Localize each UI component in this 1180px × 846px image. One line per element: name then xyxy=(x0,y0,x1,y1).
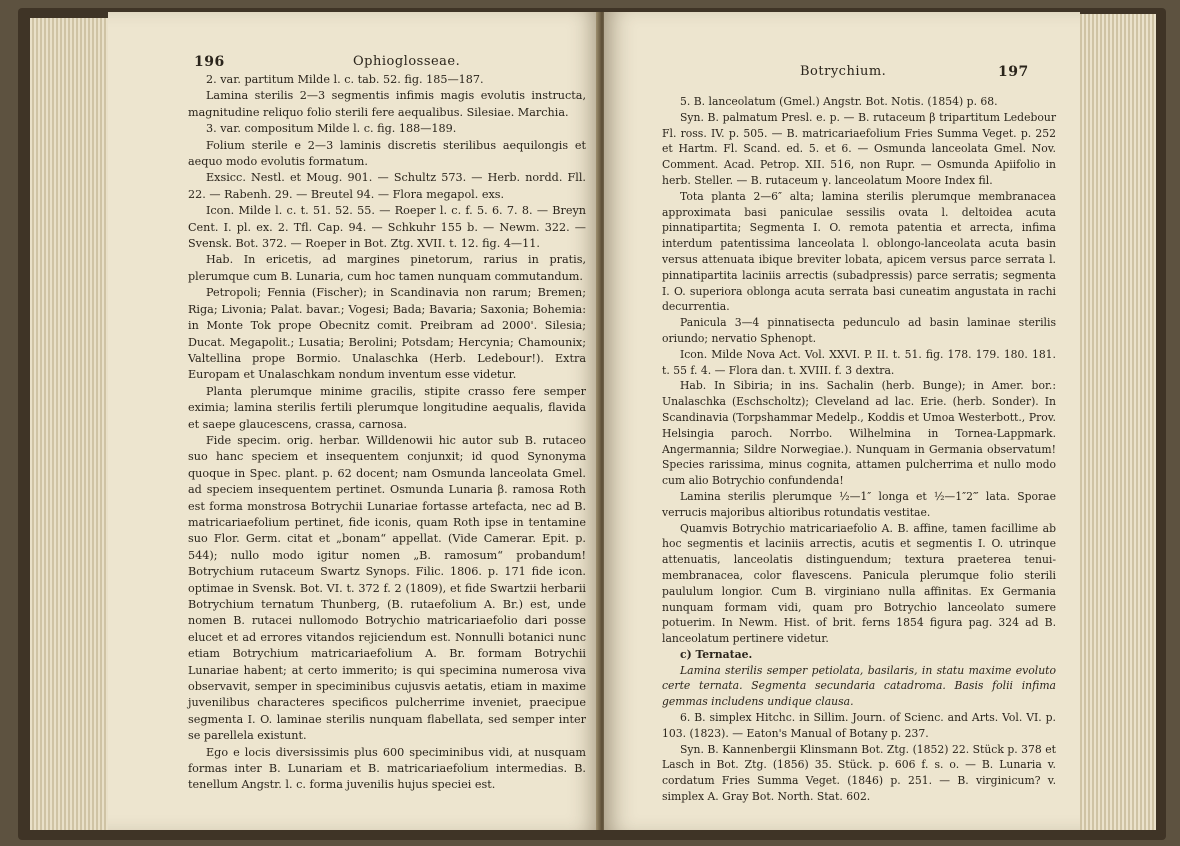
paragraph: Syn. B. palmatum Presl. e. p. — B. rutaceum β tripartitum Ledebour Fl. ross. IV. p. 505. — B. matricariaefolium Fries Summa Veget. p. 252 et Hartm. Fl. Scand. ed. 5. et 6. — Osmunda lanceolata Gmel. Nov. Comment. Acad. Petrop. XII. 516, non Rupr. — Osmunda Apiifolio in herb. Steller. — B. rutaceum γ. lanceolatum Moore Index fil. xyxy=(662,110,1056,187)
paragraph: 5. B. lanceolatum (Gmel.) Angstr. Bot. Notis. (1854) p. 68. xyxy=(680,95,998,108)
paragraph: Icon. Milde l. c. t. 51. 52. 55. — Roeper l. c. f. 5. 6. 7. 8. — Breyn Cent. I. pl. ex. 2. Tfl. Cap. 94. — Schkuhr 155 b. — Newm. 322. — Svensk. Bot. 372. — Roeper in Bot. Ztg. XVII. t. 12. fig. 4—11. xyxy=(188,204,586,251)
right-page-number: 197 xyxy=(998,64,1029,80)
paragraph: 3. var. compositum Milde l. c. fig. 188—189. xyxy=(206,122,457,136)
paragraph: Panicula 3—4 pinnatisecta pedunculo ad basin laminae sterilis oriundo; nervatio Sphenopt. xyxy=(662,316,1056,345)
paragraph: Folium sterile e 2—3 laminis discretis sterilibus aequilongis et aequo modo evolutis formatum. xyxy=(188,138,586,169)
paragraph: Ego e locis diversissimis plus 600 speciminibus vidi, at nusquam formas inter B. Lunariam et B. matricariaefolium intermedias. B. tenellum Angstr. l. c. forma juvenilis hujus speciei est. xyxy=(188,745,586,792)
paragraph: Fide specim. orig. herbar. Willdenowii hic autor sub B. rutaceo suo hanc speciem et insequentem conjunxit; id quod Synonyma quoque in Spec. plant. p. 62 docent; nam Osmunda lanceolata Gmel. ad speciem insequentem pertinet. Osmunda Lunaria β. ramosa Roth est forma monstrosa Botrychii Lunariae fortasse artefacta, nec ad B. matricariaefolium pertinet, fide iconis, quam Roth ipse in tentamine suo Flor. Germ. citat et „bonam“ appellat. (Vide Camerar. Epit. p. 544); nullo modo igitur nomen „B. ramosum“ probandum! Botrychium rutaceum Swartz Synops. Filic. 1806. p. 171 fide icon. optimae in Svensk. Bot. VI. t. 372 f. 2 (1809), et fide Swartzii herbarii Botrychium ternatum Thunberg, (B. rutaefolium A. Br.) est, unde nomen B. rutacei nullomodo Botrychio matricariaefolio dari posse elucet et ad errores vitandos rejiciendum est. Nonnulli botanici nunc etiam Botrychium matricariaefolium A. Br. formam Botrychii Lunariae habent; at certo immerito; is qui specimina numerosa viva observavit, semper in speciminibus cujusvis aetatis, etiam in maxime juvenilibus characteres specificos pulcherrime inveniet, praecipue segmenta I. O. laminae sterilis nunquam flabellata, sed semper inter se parellela existunt. xyxy=(188,433,586,743)
paragraph: Hab. In Sibiria; in ins. Sachalin (herb. Bunge); in Amer. bor.: Unalaschka (Eschscholtz); Cleveland ad lac. Erie. (herb. Sonder). In Scandinavia (Torpshammar Medelp., Koddis et Umoa Westerbott., Prov. Helsingia paroch. Norrbo. Wilhelmina in Tornea-Lappmark. Angermannia; Sildre Norwegiae.). Nunquam in Germania observatum! Species rarissima, minus cognita, attamen pulcherrima et nullo modo cum alio Botrychio confundenda! xyxy=(662,379,1056,488)
paragraph: Icon. Milde Nova Act. Vol. XXVI. P. II. t. 51. fig. 178. 179. 180. 181. t. 55 f. 4. — Flora dan. t. XVIII. f. 3 dextra. xyxy=(662,347,1056,377)
left-page xyxy=(108,12,600,830)
right-running-head: Botrychium. xyxy=(800,64,887,79)
paragraph: Tota planta 2—6″ alta; lamina sterilis plerumque membranacea approximata basi paniculae sessilis ovata l. deltoidea acuta pinnatipartita; Segmenta I. O. remota patentia et arrecta, infima interdum patentissima lanceolata l. oblongo-lanceolata acuta basin versus attenuata ibique breviter lobata, apicem versus parce serrata l. pinnatipartita laciniis arrectis (subadpressis) parce serratis; segmenta I. O. superiora oblonga acuta serrata basi cuneatim angustata in rachi decurrentia. xyxy=(662,189,1056,314)
right-page-edges xyxy=(1080,14,1156,830)
paragraph: Lamina sterilis 2—3 segmentis infimis magis evolutis instructa, magnitudine reliquo folio sterili fere aequalibus. Silesiae. Marchia. xyxy=(188,89,586,119)
left-page-number: 196 xyxy=(194,54,225,70)
right-page-text xyxy=(662,94,1056,805)
right-page xyxy=(604,12,1080,830)
paragraph: Hab. In ericetis, ad margines pinetorum, rarius in pratis, plerumque cum B. Lunaria, cum hoc tamen nunquam commutandum. xyxy=(188,253,586,283)
paragraph: Exsicc. Nestl. et Moug. 901. — Schultz 573. — Herb. nordd. Fll. 22. — Rabenh. 29. — Breutel 94. — Flora megapol. exs. xyxy=(188,171,586,201)
left-page-text xyxy=(188,72,586,794)
section-heading: c) Ternatae. xyxy=(680,647,753,661)
paragraph: Lamina sterilis semper petiolata, basilaris, in statu maxime evoluto certe ternata. Segmenta secundaria catadroma. Basis folii infima gemmas includens undique clausa. xyxy=(662,663,1056,709)
paragraph: Syn. B. Kannenbergii Klinsmann Bot. Ztg. (1852) 22. Stück p. 378 et Lasch in Bot. Ztg. (1856) 35. Stück. p. 606 f. s. o. — B. Lunaria v. cordatum Fries Summa Veget. (1846) p. 251. — B. virginicum? v. simplex A. Gray Bot. North. Stat. 602. xyxy=(662,742,1056,804)
paragraph: 2. var. partitum Milde l. c. tab. 52. fig. 185—187. xyxy=(206,73,484,86)
paragraph: 6. B. simplex Hitchc. in Sillim. Journ. of Scienc. and Arts. Vol. VI. p. 103. (1823). — Eaton's Manual of Botany p. 237. xyxy=(662,711,1056,740)
paragraph: Quamvis Botrychio matricariaefolio A. B. affine, tamen facillime ab hoc segmentis et laciniis arrectis, acutis et segmentis I. O. utrinque attenuatis, lanceolatis distinguendum; textura praeterea tenui-membranacea, color flavescens. Panicula plerumque folio sterili paululum longior. Cum B. virginiano nulla affinitas. Ex Germania nunquam formam vidi, quam pro Botrychio lanceolato sumere potuerim. In Newm. Hist. of brit. ferns 1854 figura pag. 324 ad B. lanceolatum pertinere videtur. xyxy=(662,521,1056,646)
paragraph: Petropoli; Fennia (Fischer); in Scandinavia non rarum; Bremen; Riga; Livonia; Palat. bavar.; Vogesi; Bada; Bavaria; Saxonia; Bohemia: in Monte Tok prope Obecnitz comit. Preibram ad 2000'. Silesia; Ducat. Megapolit.; Lusatia; Berolini; Potsdam; Hercynia; Chamounix; Valtellina prope Bormio. Unalaschka (Herb. Ledebour!). Extra Europam et Unalaschkam nondum inventum esse videtur. xyxy=(188,286,586,382)
left-running-head: Ophioglosseae. xyxy=(353,54,461,69)
paragraph: Lamina sterilis plerumque ½—1″ longa et ½—1″2‴ lata. Sporae verrucis majoribus altioribus rotundatis vestitae. xyxy=(662,489,1056,519)
paragraph: Planta plerumque minime gracilis, stipite crasso fere semper eximia; lamina sterilis fertili plerumque longitudine aequalis, flavida et saepe glaucescens, crassa, carnosa. xyxy=(188,384,586,431)
left-page-edges xyxy=(30,18,116,830)
